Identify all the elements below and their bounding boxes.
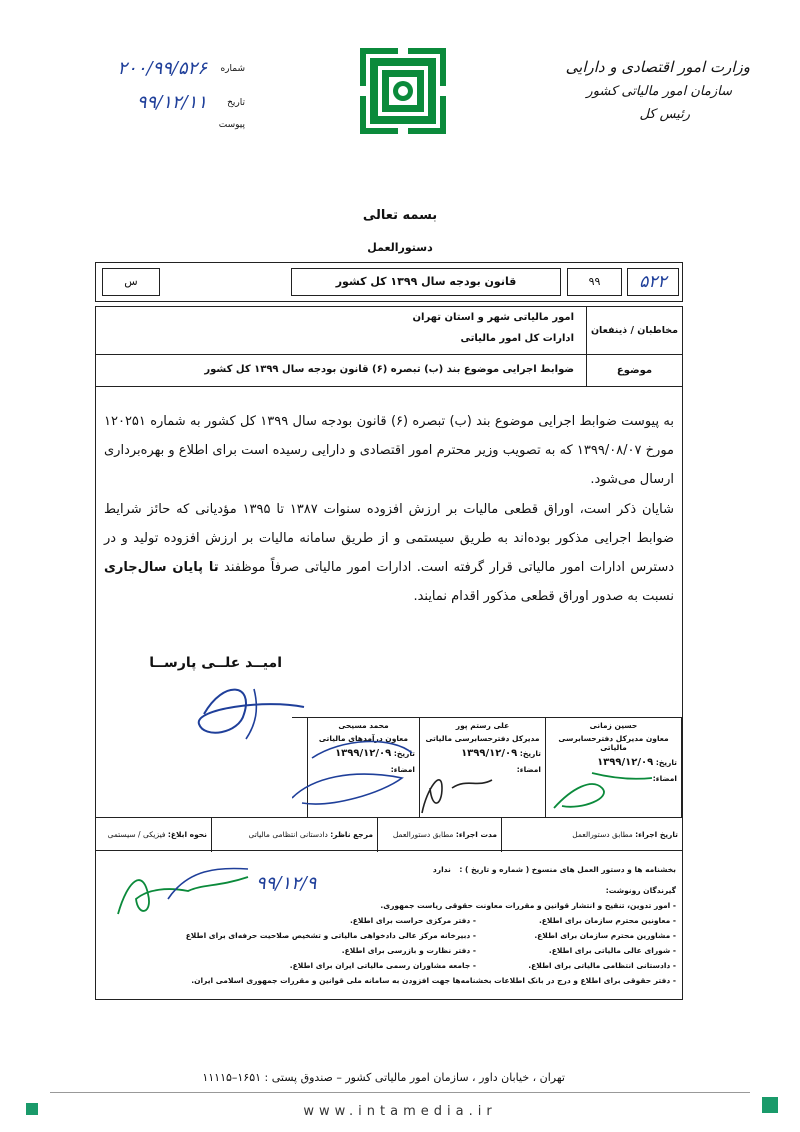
recipient-pair: - دادستانی انتظامی مالیاتی برای اطلاع. - جامعه مشاوران رسمی مالیاتی ایران برای اطلاع. <box>289 961 676 970</box>
approval-title: معاون درآمدهای مالیاتی <box>318 734 409 743</box>
number-value: ۲۰۰/۹۹/۵۲۶ <box>117 58 207 79</box>
handwritten-note: ۹۹/۱۲/۹ <box>256 873 317 894</box>
approval-title: مدیرکل دفترحسابرسی مالیاتی <box>425 734 540 743</box>
recipient-last-line: - دفتر حقوقی برای اطلاع و درج در بانک اطلاعات بخشنامه‌ها جهت افزودن به سامانه ملی قوانین و مقررات جمهوری اسلامی ایران. <box>191 976 676 985</box>
exec-date-label: تاریخ اجراء: <box>635 830 678 839</box>
addressee-label: مخاطبان / ذینفعان <box>586 307 682 355</box>
approval-date-label: تاریخ: <box>393 749 415 758</box>
exec-duration <box>378 818 502 852</box>
approval-signatures <box>292 718 682 818</box>
approval-name: محمد مسیحی <box>338 721 389 730</box>
footer-rule <box>50 1092 750 1093</box>
approvals-table <box>292 717 682 817</box>
notify-label: نحوه ابلاغ: <box>167 830 207 839</box>
approval-sign-label: امضاء: <box>390 765 415 774</box>
cancelled-value: ندارد <box>432 865 451 874</box>
ref-code: س <box>102 268 160 296</box>
green-initial-scribble <box>108 859 258 919</box>
approval-date-label: تاریخ: <box>519 749 541 758</box>
cancelled-label: بخشنامه ها و دستور العمل های منسوخ ( شماره و تاریخ ) : <box>459 865 676 874</box>
addressee-line1: امور مالیاتی شهر و استان تهران <box>412 312 574 323</box>
supervisor-label: مرجع ناظر: <box>330 830 373 839</box>
body-paragraph-1: به پیوست ضوابط اجرایی موضوع بند (ب) تبصره (۶) قانون بودجه سال ۱۳۹۹ کل کشور به شماره ۱۲۰۲۵۱ مورخ ۱۳۹۹/۰۸/۰۷ که به تصویب وزیر محترم امور اقتصادی و دارایی رسیده است برای اطلاع و بهره‌برداری ارسال می‌شود. <box>104 414 675 487</box>
letterhead-ministry <box>550 58 750 122</box>
recipient-pair: - شورای عالی مالیاتی برای اطلاع. - دفتر نظارت و بازرسی برای اطلاع. <box>341 946 676 955</box>
exec-notify <box>96 818 212 852</box>
body-deadline: تا پایان سال‌جاری <box>104 560 219 575</box>
topic-text: ضوابط اجرایی موضوع بند (ب) تبصره (۶) قانون بودجه سال ۱۳۹۹ کل کشور <box>204 364 574 375</box>
topic-label: موضوع <box>586 355 682 387</box>
exec-date-value: مطابق دستورالعمل <box>572 830 633 839</box>
approval-name: حسین زمانی <box>589 721 638 730</box>
main-frame <box>95 306 683 1000</box>
letter-meta <box>45 60 245 136</box>
recipient-pair: - مشاورین محترم سازمان برای اطلاع. - دبیرخانه مرکز عالی دادخواهی مالیاتی و تشخیص صلاحیت حرفه‌ای برای اطلاع <box>185 931 676 940</box>
office-name: رئیس کل <box>639 107 690 122</box>
ministry-name: وزارت امور اقتصادی و دارایی <box>565 58 750 76</box>
reference-row <box>95 262 683 302</box>
recipient-line: - امور تدوین، تنقیح و انتشار قوانین و مقررات معاونت حقوقی ریاست جمهوری. <box>380 901 676 910</box>
approval-date: ۱۳۹۹/۱۲/۰۹ <box>461 748 518 759</box>
organization-logo <box>360 48 446 134</box>
exec-supervisor <box>212 818 378 852</box>
footer-square-left <box>26 1103 38 1115</box>
addressee-row <box>96 307 682 355</box>
ref-year: ۹۹ <box>567 268 622 296</box>
ref-number: ۵۲۲ <box>627 268 679 296</box>
topic-row <box>96 355 682 387</box>
body-paragraph-2 <box>104 495 674 611</box>
ref-subject: قانون بودجه سال ۱۳۹۹ کل کشور <box>291 268 561 296</box>
exec-date <box>502 818 682 852</box>
doc-type-title: دستورالعمل <box>367 241 433 254</box>
notify-value: فیزیکی / سیستمی <box>107 830 166 839</box>
date-value: ۹۹/۱۲/۱۱ <box>136 92 207 113</box>
approval-sign-label: امضاء: <box>652 774 677 783</box>
body-paragraph-2b: نسبت به صدور اوراق قطعی مذکور اقدام نمایند. <box>413 589 674 604</box>
execution-row <box>96 817 682 851</box>
approval-date: ۱۳۹۹/۱۲/۰۹ <box>597 757 654 768</box>
organization-name: سازمان امور مالیاتی کشور <box>586 84 732 99</box>
signer-name: امیــد علــی پارســا <box>149 655 282 671</box>
date-label: تاریخ <box>227 98 245 108</box>
body-paragraph-2a: شایان ذکر است، اوراق قطعی مالیات بر ارزش افزوده سنوات ۱۳۸۷ تا ۱۳۹۵ مؤدیانی که حائز شرایط ضوابط اجرایی مذکور بوده‌اند به طریق سیستمی و از طریق سامانه مالیات بر ارزش افزوده تولید و در دسترس ادارات امور مالیاتی قرار گرفته است. ادارات امور مالیاتی صرفاً موظفند <box>104 502 675 575</box>
addressee-line2: ادارات کل امور مالیاتی <box>460 333 574 344</box>
footer-website: www.intamedia.ir <box>303 1104 497 1119</box>
attachment-label: پیوست <box>218 120 245 130</box>
approval-title: معاون مدیرکل دفترحسابرسی مالیاتی <box>558 734 669 752</box>
number-label: شماره <box>220 64 245 74</box>
footer-square-right <box>762 1097 778 1113</box>
approval-date: ۱۳۹۹/۱۲/۰۹ <box>335 748 392 759</box>
approval-date-label: تاریخ: <box>655 758 677 767</box>
supervisor-value: دادستانی انتظامی مالیاتی <box>248 830 328 839</box>
basmala: بسمه تعالی <box>362 208 438 223</box>
recipient-pair: - معاونین محترم سازمان برای اطلاع. - دفتر مرکزی حراست برای اطلاع. <box>349 916 676 925</box>
cancelled-directives <box>433 865 676 874</box>
duration-value: مطابق دستورالعمل <box>392 830 454 839</box>
footer-address: تهران ، خیابان داور ، سازمان امور مالیاتی کشور – صندوق پستی : ۱۶۵۱–۱۱۱۱۵ <box>202 1071 565 1084</box>
approval-sign-label: امضاء: <box>516 765 541 774</box>
duration-label: مدت اجراء: <box>455 830 497 839</box>
approval-name: علی رستم پور <box>455 721 510 730</box>
recipients-label: گیرندگان رونوشت: <box>605 886 676 895</box>
